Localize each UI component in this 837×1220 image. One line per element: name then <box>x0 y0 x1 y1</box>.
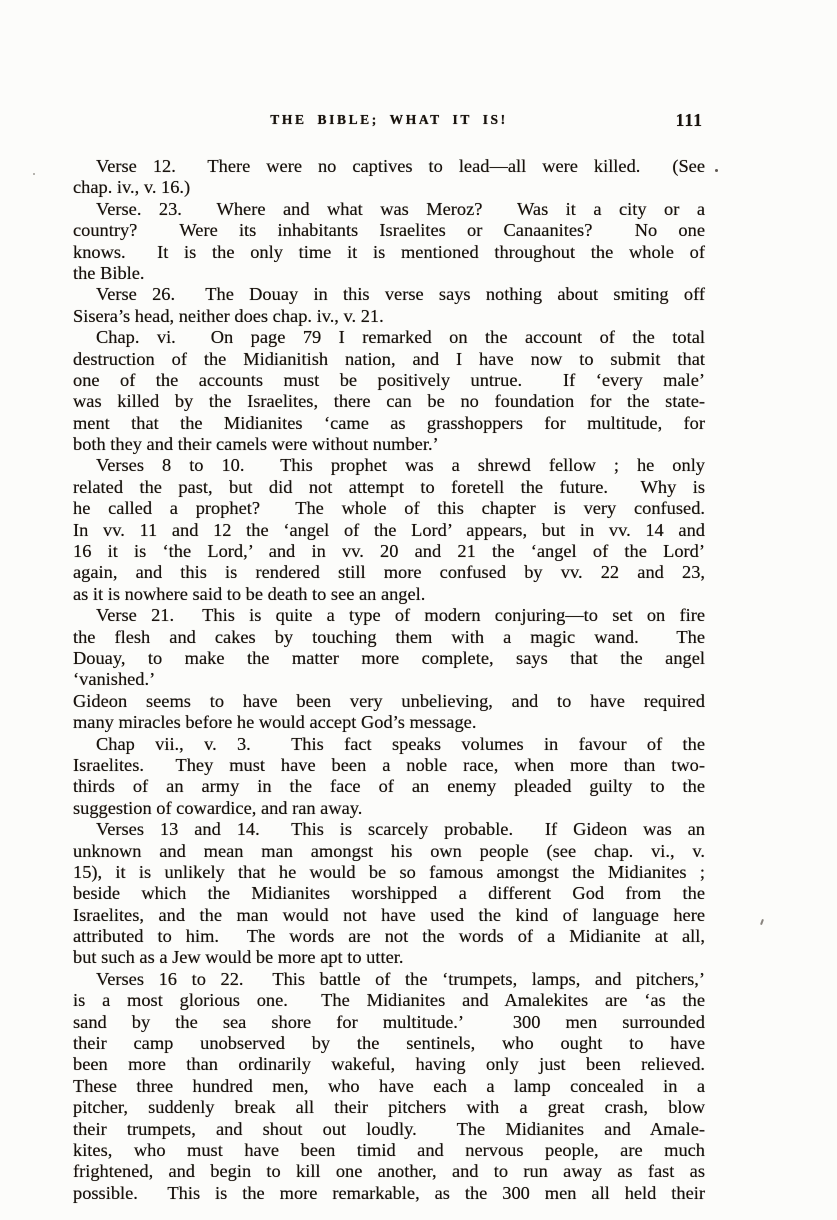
text-line: unknown and mean man amongst his own people (see chap. vi., v. <box>73 840 705 861</box>
text-line: sand by the sea shore for multitude.’ 300 men surrounded <box>73 1011 705 1032</box>
paragraph <box>73 734 705 820</box>
text-line: their trumpets, and shout out loudly. The Midianites and Amale- <box>73 1118 705 1139</box>
text-line: but such as a Jew would be more apt to utter. <box>73 947 404 968</box>
paragraph <box>73 199 705 285</box>
paragraph <box>73 327 705 455</box>
paragraph <box>73 455 705 605</box>
text-line: pitcher, suddenly break all their pitchers with a great crash, blow <box>73 1097 705 1118</box>
text-line: These three hundred men, who have each a lamp concealed in a <box>73 1075 705 1096</box>
page-header <box>73 110 705 132</box>
paragraph <box>73 284 705 327</box>
text-line: their camp unobserved by the sentinels, who ought to have <box>73 1033 705 1054</box>
text-line: ment that the Midianites ‘came as grasshoppers for multitude, for <box>73 412 705 433</box>
text-line: Verse 21. This is quite a type of modern conjuring—to set on fire <box>96 605 705 626</box>
text-line: beside which the Midianites worshipped a different God from the <box>73 883 705 904</box>
text-line: Israelites, and the man would not have used the kind of language here <box>73 904 705 925</box>
scan-speck <box>33 173 35 175</box>
text-line: as it is nowhere said to be death to see an angel. <box>73 583 426 604</box>
paragraph <box>73 819 705 969</box>
text-line: 16 it is ‘the Lord,’ and in vv. 20 and 21 the ‘angel of the Lord’ <box>73 541 705 562</box>
text-line: Douay, to make the matter more complete, says that the angel <box>73 647 705 668</box>
running-title: THE BIBLE; WHAT IT IS! <box>270 112 508 127</box>
text-line: been more than ordinarily wakeful, having only just been relieved. <box>73 1054 705 1075</box>
text-line: Verse 12. There were no captives to lead—all were killed. (See <box>96 156 705 176</box>
text-line: Verses 8 to 10. This prophet was a shrewd fellow ; he only <box>96 455 705 476</box>
text-line: Chap vii., v. 3. This fact speaks volumes in favour of the <box>96 733 705 754</box>
text-line: Verses 16 to 22. This battle of the ‘trumpets, lamps, and pitchers,’ <box>96 968 705 989</box>
text-line: one of the accounts must be positively untrue. If ‘every male’ <box>73 369 705 390</box>
text-line: country? Were its inhabitants Israelites or Canaanites? No one <box>73 220 705 241</box>
text-line: knows. It is the only time it is mentioned throughout the whole of <box>73 241 705 262</box>
paragraph <box>73 969 705 1204</box>
text-line: ‘vanished.’ <box>73 669 156 690</box>
text-line: is a most glorious one. The Midianites and Amalekites are ‘as the <box>73 990 705 1011</box>
text-line: Verse. 23. Where and what was Meroz? Was it a city or a <box>96 198 705 219</box>
text-line: frightened, and begin to kill one another, and to run away as fast as <box>73 1161 705 1182</box>
text-line: he called a prophet? The whole of this chapter is very confused. <box>73 498 705 519</box>
paragraph <box>73 156 705 199</box>
text-line: related the past, but did not attempt to foretell the future. Why is <box>73 476 705 497</box>
text-line: attributed to him. The words are not the words of a Midianite at all, <box>73 926 705 947</box>
text-line: destruction of the Midianitish nation, and I have now to submit that <box>73 348 705 369</box>
text-line: Gideon seems to have been very unbelieving, and to have required <box>73 690 705 711</box>
text-line: In vv. 11 and 12 the ‘angel of the Lord’ appears, but in vv. 14 and <box>73 519 705 540</box>
text-line: possible. This is the more remarkable, as the 300 men all held their <box>73 1182 705 1203</box>
text-line: Sisera’s head, neither does chap. iv., v. 21. <box>73 305 384 326</box>
text-line: Verse 26. The Douay in this verse says nothing about smiting off <box>96 284 705 305</box>
text-line: suggestion of cowardice, and ran away. <box>73 797 363 818</box>
text-line: the Bible. <box>73 262 145 283</box>
page-number: 111 <box>675 110 703 130</box>
text-line: was killed by the Israelites, there can be no foundation for the state- <box>73 391 705 412</box>
text-line: chap. iv., v. 16.) <box>73 177 191 198</box>
paragraph <box>73 605 705 691</box>
page-body <box>73 156 705 1204</box>
text-line: kites, who must have been timid and nervous people, are much <box>73 1139 705 1160</box>
text-line: Chap. vi. On page 79 I remarked on the account of the total <box>96 327 705 348</box>
text-line: thirds of an army in the face of an enemy pleaded guilty to the <box>73 776 705 797</box>
text-line: Israelites. They must have been a noble race, when more than two- <box>73 754 705 775</box>
scan-speck <box>715 169 718 172</box>
text-line: both they and their camels were without number.’ <box>73 434 439 455</box>
paragraph <box>73 691 705 734</box>
text-line: the flesh and cakes by touching them with a magic wand. The <box>73 626 705 647</box>
text-line: again, and this is rendered still more confused by vv. 22 and 23, <box>73 562 705 583</box>
scan-speck <box>760 919 764 925</box>
text-line: many miracles before he would accept God’s message. <box>73 712 477 733</box>
text-line: 15), it is unlikely that he would be so famous amongst the Midianites ; <box>73 861 705 882</box>
text-line: Verses 13 and 14. This is scarcely probable. If Gideon was an <box>96 819 705 840</box>
